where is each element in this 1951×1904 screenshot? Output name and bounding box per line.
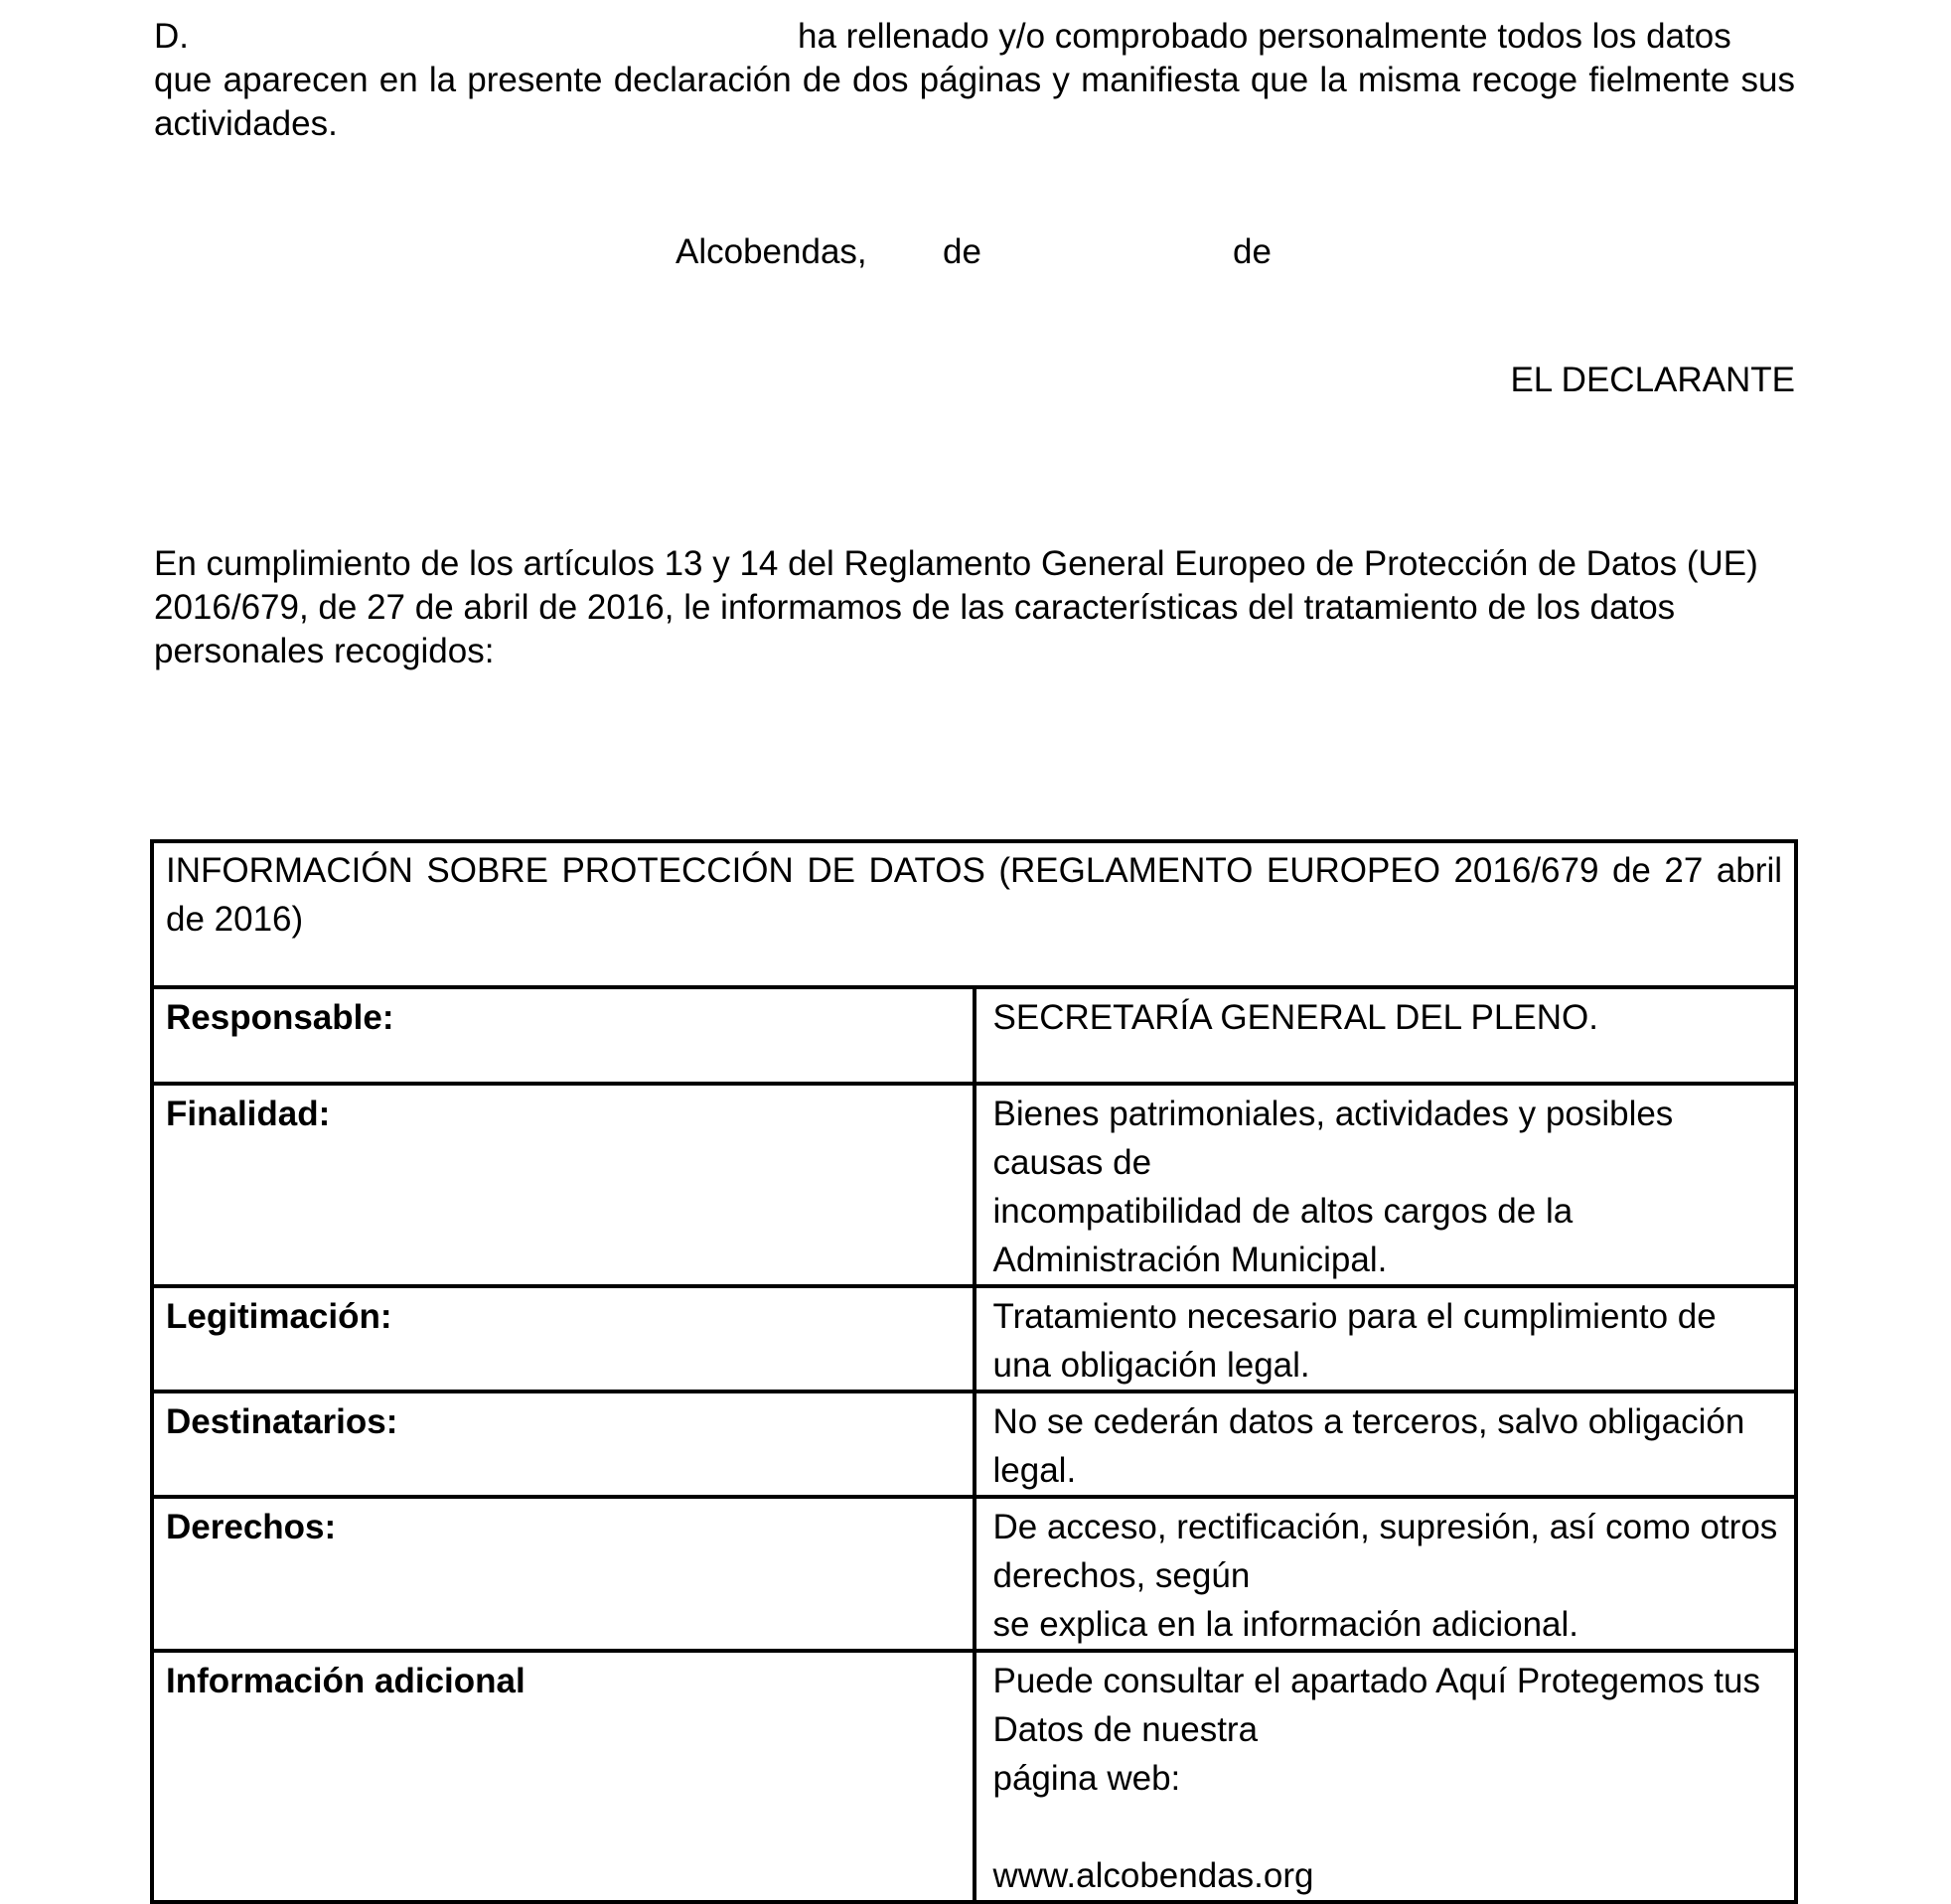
declaration-paragraph [154, 15, 1795, 146]
date-de-1: de [943, 232, 981, 271]
row-value-legitimacion [975, 1286, 1797, 1391]
row-value-informacion-adicional [975, 1651, 1797, 1902]
declarant-prefix: D. [154, 17, 189, 56]
spacer [993, 1803, 1783, 1851]
row-label-destinatarios: Destinatarios: [152, 1391, 975, 1497]
value-line: página web: [992, 1759, 1181, 1798]
data-protection-table [150, 839, 1798, 1904]
website-link[interactable]: www.alcobendas.org [992, 1856, 1314, 1895]
signature-label: EL DECLARANTE [1510, 361, 1795, 399]
row-label-responsable: Responsable: [152, 987, 975, 1084]
gdpr-notice-paragraph: En cumplimiento de los artículos 13 y 14 del Reglamento General Europeo de Protección de Datos (UE) 2016/679, de 27 de abril de 2016, le informamos de las características del tratamiento de los datos personales recogidos: [154, 544, 1758, 670]
row-value-responsable [975, 987, 1797, 1084]
value-line: No se cederán datos a terceros, salvo obligación legal. [992, 1402, 1745, 1490]
row-label-derechos: Derechos: [152, 1497, 975, 1651]
value-line: Bienes patrimoniales, actividades y posibles causas de [992, 1095, 1674, 1182]
declaration-first-line [154, 15, 1795, 59]
table-header-row [152, 841, 1796, 987]
row-value-destinatarios [975, 1391, 1797, 1497]
row-label-finalidad: Finalidad: [152, 1084, 975, 1286]
value-line: Tratamiento necesario para el cumplimiento de una obligación legal. [992, 1297, 1717, 1385]
value-line: De acceso, rectificación, supresión, así como otros derechos, según [992, 1508, 1778, 1595]
value-line: Puede consultar el apartado Aquí Protegemos tus Datos de nuestra [992, 1662, 1760, 1749]
row-value-finalidad [975, 1084, 1797, 1286]
table-row [152, 1391, 1796, 1497]
date-de-2: de [1233, 232, 1272, 271]
value-line: se explica en la información adicional. [992, 1605, 1578, 1644]
declaration-continuation: que aparecen en la presente declaración de dos páginas y manifiesta que la misma recoge fielmente sus actividades. [154, 61, 1795, 143]
row-label-informacion-adicional: Información adicional [152, 1651, 975, 1902]
table-row [152, 1084, 1796, 1286]
declaration-line1-text: ha rellenado y/o comprobado personalmente todos los datos [798, 17, 1731, 56]
row-value-derechos [975, 1497, 1797, 1651]
date-city: Alcobendas, [675, 232, 867, 271]
row-label-legitimacion: Legitimación: [152, 1286, 975, 1391]
value-line: incompatibilidad de altos cargos de la Administración Municipal. [992, 1192, 1574, 1279]
table-row [152, 1497, 1796, 1651]
value-line: SECRETARÍA GENERAL DEL PLENO. [992, 998, 1598, 1037]
table-row [152, 1651, 1796, 1902]
table-header-cell: INFORMACIÓN SOBRE PROTECCIÓN DE DATOS (REGLAMENTO EUROPEO 2016/679 de 27 abril de 2016) [152, 841, 1796, 987]
table-row [152, 1286, 1796, 1391]
table-row [152, 987, 1796, 1084]
